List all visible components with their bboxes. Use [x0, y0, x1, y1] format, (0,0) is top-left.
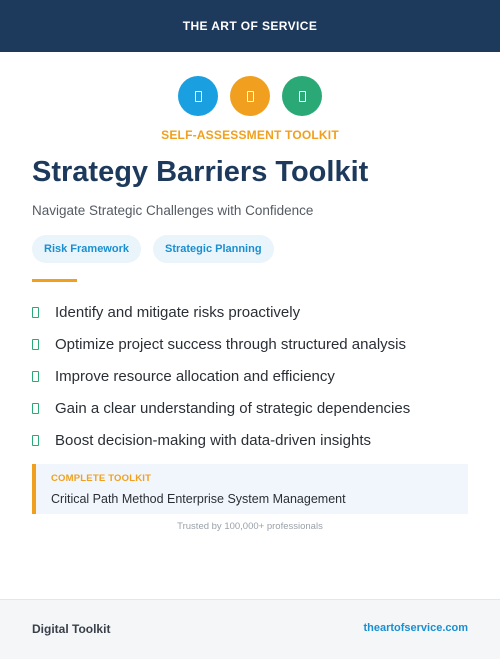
- complete-toolkit-callout: [32, 464, 468, 514]
- check-icon: [32, 403, 39, 414]
- list-item: [32, 328, 472, 360]
- page-subtitle: Navigate Strategic Challenges with Confidence: [32, 203, 314, 218]
- callout-label: COMPLETE TOOLKIT: [51, 473, 152, 484]
- tag-risk-framework: Risk Framework: [32, 235, 141, 263]
- footer-label: Digital Toolkit: [32, 622, 111, 636]
- document-icon: [282, 76, 322, 116]
- check-icon: [32, 435, 39, 446]
- document-glyph-icon: [299, 91, 306, 102]
- list-item: [32, 360, 472, 392]
- document-icon: [230, 76, 270, 116]
- check-icon: [32, 371, 39, 382]
- benefit-text: Identify and mitigate risks proactively: [55, 303, 301, 321]
- benefit-list: [32, 296, 472, 456]
- callout-text: Critical Path Method Enterprise System Management: [51, 492, 346, 506]
- trust-note: Trusted by 100,000+ professionals: [177, 521, 323, 532]
- page-title: Strategy Barriers Toolkit: [32, 156, 369, 188]
- list-item: [32, 424, 472, 456]
- benefit-text: Boost decision-making with data-driven insights: [55, 431, 371, 449]
- benefit-text: Gain a clear understanding of strategic dependencies: [55, 399, 411, 417]
- tag-strategic-planning: Strategic Planning: [153, 235, 274, 263]
- benefit-text: Optimize project success through structured analysis: [55, 335, 406, 353]
- document-icon: [178, 76, 218, 116]
- accent-divider: [32, 279, 77, 282]
- benefit-text: Improve resource allocation and efficiency: [55, 367, 335, 385]
- document-glyph-icon: [195, 91, 202, 102]
- document-glyph-icon: [247, 91, 254, 102]
- check-icon: [32, 307, 39, 318]
- list-item: [32, 392, 472, 424]
- website-link[interactable]: theartofservice.com: [363, 622, 468, 634]
- toolkit-kicker: SELF-ASSESSMENT TOOLKIT: [161, 128, 339, 142]
- list-item: [32, 296, 472, 328]
- check-icon: [32, 339, 39, 350]
- footer-bar: [0, 599, 500, 659]
- icon-row: [0, 76, 500, 116]
- header-bar: [0, 0, 500, 52]
- tag-list: [32, 235, 274, 263]
- brand-title: THE ART OF SERVICE: [182, 19, 318, 33]
